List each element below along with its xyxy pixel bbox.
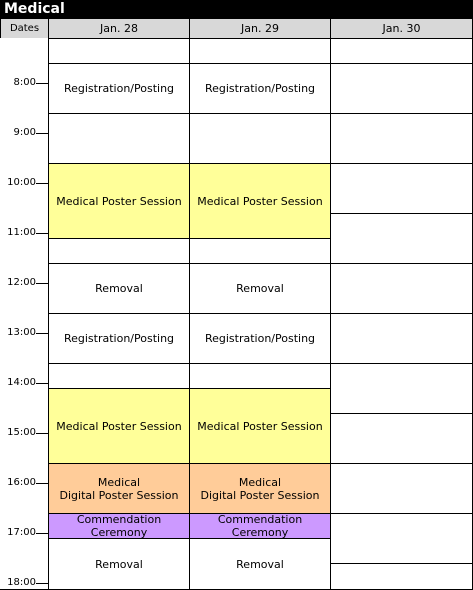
event-label: Registration/Posting [204, 82, 316, 95]
header-day-jan28: Jan. 28 [49, 19, 189, 38]
event-removal [190, 539, 330, 589]
time-tick [36, 233, 48, 234]
time-label: 10:00 [7, 177, 36, 188]
empty-slot [331, 364, 472, 413]
time-label: 12:00 [7, 277, 36, 288]
event-poster-session [49, 164, 189, 238]
empty-slot [331, 214, 472, 263]
event-label-line1: Medical [238, 475, 282, 489]
event-label-line2: Digital Poster Session [200, 488, 320, 502]
empty-slot [331, 64, 472, 113]
event-label: Medical Poster Session [197, 194, 323, 208]
event-poster-session [49, 389, 189, 463]
page-title: Medical [0, 0, 473, 18]
time-label: 14:00 [7, 377, 36, 388]
empty-slot [331, 164, 472, 213]
event-label: Medical Poster Session [197, 419, 323, 433]
event-registration-posting [190, 314, 330, 363]
event-label: Removal [95, 557, 143, 571]
time-tick [36, 183, 48, 184]
event-label: Removal [236, 557, 284, 571]
time-tick [36, 133, 48, 134]
event-label-line2: Digital Poster Session [59, 488, 179, 502]
event-poster-session [190, 164, 330, 238]
empty-slot [331, 514, 472, 563]
empty-slot [331, 414, 472, 463]
time-label: 17:00 [7, 527, 36, 538]
empty-slot [190, 239, 330, 263]
time-tick [36, 483, 48, 484]
time-tick [36, 383, 48, 384]
event-label: Registration/Posting [204, 332, 316, 345]
empty-slot [331, 314, 472, 363]
time-tick [36, 283, 48, 284]
event-label: Medical Poster Session [56, 419, 182, 433]
time-label: 15:00 [7, 427, 36, 438]
event-label-line1: Medical [97, 475, 141, 489]
empty-slot [331, 39, 472, 63]
time-column [0, 38, 48, 589]
header-day-jan30: Jan. 30 [331, 19, 472, 38]
time-tick [36, 83, 48, 84]
event-label: Registration/Posting [63, 332, 175, 345]
empty-slot [49, 114, 189, 163]
empty-slot [49, 39, 189, 63]
event-commendation-ceremony [190, 514, 330, 538]
time-tick [36, 333, 48, 334]
event-registration-posting [49, 64, 189, 113]
event-label: Registration/Posting [63, 82, 175, 95]
event-registration-posting [49, 314, 189, 363]
empty-slot [190, 114, 330, 163]
event-label: Removal [95, 282, 143, 295]
time-label: 11:00 [7, 227, 36, 238]
event-poster-session [190, 389, 330, 463]
empty-slot [331, 264, 472, 313]
empty-slot [49, 239, 189, 263]
schedule-table [0, 18, 473, 590]
event-removal [49, 264, 189, 313]
event-digital-poster-session [49, 464, 189, 513]
header-day-jan29: Jan. 29 [190, 19, 330, 38]
empty-slot [331, 114, 472, 163]
event-registration-posting [190, 64, 330, 113]
empty-slot [331, 564, 472, 589]
event-label: Commendation Ceremony [76, 513, 162, 539]
time-label: 9:00 [13, 127, 36, 138]
time-label: 8:00 [13, 77, 36, 88]
time-tick [36, 533, 48, 534]
event-removal [190, 264, 330, 313]
event-label: Removal [236, 282, 284, 295]
empty-slot [190, 39, 330, 63]
time-label: 18:00 [7, 577, 36, 588]
time-tick [36, 583, 48, 584]
header-dates: Dates [1, 19, 48, 38]
event-removal [49, 539, 189, 589]
event-label: Commendation Ceremony [217, 513, 303, 539]
event-digital-poster-session [190, 464, 330, 513]
empty-slot [331, 464, 472, 513]
empty-slot [49, 364, 189, 388]
time-label: 13:00 [7, 327, 36, 338]
time-tick [36, 433, 48, 434]
event-label: Medical Poster Session [56, 194, 182, 208]
time-label: 16:00 [7, 477, 36, 488]
empty-slot [190, 364, 330, 388]
event-commendation-ceremony [49, 514, 189, 538]
